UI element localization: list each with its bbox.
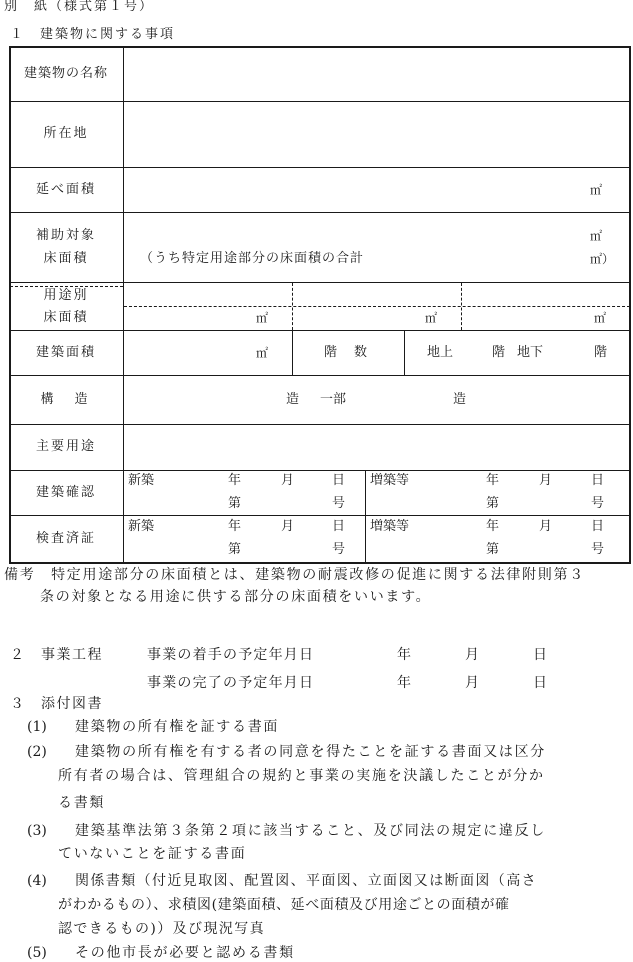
item-1-line1: 建築物の所有権を証する書面 [75, 719, 280, 735]
subsidized-note-unit: ㎡） [590, 252, 615, 266]
item-2-line1: 建築物の所有権を有する者の同意を得たことを証する書面又は区分 [75, 744, 546, 760]
remarks-line2: 条の対象となる用途に供する部分の床面積をいいます。 [40, 589, 432, 605]
bc-extension: 増築等 [370, 473, 410, 488]
unit-use-3: ㎡ [594, 311, 607, 325]
bc-ext-year: 年 [486, 473, 500, 488]
ic-ext-year: 年 [486, 519, 500, 534]
item-3-line2: ていないことを証する書面 [58, 846, 247, 862]
item-2-line3: る書類 [58, 795, 106, 811]
label-location: 所在地 [43, 126, 89, 141]
bc-new-go: 号 [332, 496, 346, 511]
ic-ext-go: 号 [591, 542, 605, 557]
label-use-line1: 用途別 [43, 288, 89, 303]
item-3-line1: 建築基準法第３条第２項に該当すること、及び同法の規定に違反し [75, 823, 546, 839]
ic-new-month: 月 [281, 519, 295, 534]
ic-ext-day: 日 [591, 519, 605, 534]
subsidized-note: （うち特定用途部分の床面積の合計 [140, 251, 365, 266]
item-2-line2: 所有者の場合は、管理組合の規約と事業の実施を決議したことが分か [58, 768, 545, 784]
label-subsidized-line1: 補助対象 [35, 228, 96, 243]
floors-label: 階 数 [324, 345, 370, 360]
section2-heading: ２ 事業工程 [10, 647, 103, 663]
remarks-line1: 備考 特定用途部分の床面積とは、建築物の耐震改修の促進に関する法律附則第３ [4, 567, 585, 583]
end-day: 日 [533, 675, 547, 691]
structure-zo-1: 造 [286, 392, 300, 407]
bc-new-dai: 第 [228, 496, 242, 511]
label-subsidized-line2: 床面積 [43, 251, 89, 266]
item-5-num: (5) [27, 945, 47, 961]
item-2-num: (2) [27, 744, 47, 760]
below-ground-label: 地下 [517, 345, 544, 360]
unit-subsidized: ㎡ [590, 229, 603, 243]
bc-ext-go: 号 [591, 496, 605, 511]
label-main-use: 主要用途 [35, 439, 96, 454]
unit-building-area: ㎡ [256, 346, 269, 360]
end-month: 月 [465, 675, 479, 691]
label-building-area: 建築面積 [35, 345, 96, 360]
item-4-num: (4) [27, 873, 47, 889]
bc-ext-dai: 第 [486, 496, 500, 511]
label-use-line2: 床面積 [43, 310, 89, 325]
label-building-name: 建築物の名称 [23, 66, 108, 81]
item-4-line3: 認できるもの)）及び現況写真 [58, 921, 266, 937]
item-4-line1: 関係書類（付近見取図、配置図、平面図、立面図又は断面図（高さ [75, 873, 537, 889]
ic-new-dai: 第 [228, 542, 242, 557]
section3-heading: ３ 添付図書 [10, 696, 103, 712]
end-date-label: 事業の完了の予定年月日 [147, 675, 315, 691]
label-total-floor-area: 延べ面積 [35, 182, 96, 197]
start-date-label: 事業の着手の予定年月日 [147, 647, 315, 663]
ic-new-day: 日 [332, 519, 346, 534]
label-inspection-certificate: 検査済証 [35, 531, 96, 546]
above-ground-label: 地上 [427, 345, 454, 360]
ic-ext-month: 月 [539, 519, 553, 534]
start-day: 日 [533, 647, 547, 663]
item-5-line1: その他市長が必要と認める書類 [75, 945, 295, 961]
ic-extension: 増築等 [370, 519, 410, 534]
structure-zo-2: 造 [453, 392, 467, 407]
form-title: 別 紙（様式第１号） [4, 0, 155, 14]
below-floor-suffix: 階 [594, 345, 608, 360]
bc-new: 新築 [128, 473, 155, 488]
structure-ichibu: 一部 [320, 392, 347, 407]
bc-new-year: 年 [228, 473, 242, 488]
above-floor-suffix: 階 [492, 345, 506, 360]
item-3-num: (3) [27, 823, 47, 839]
bc-new-day: 日 [332, 473, 346, 488]
label-building-confirmation: 建築確認 [35, 485, 96, 500]
end-year: 年 [397, 675, 411, 691]
ic-new-year: 年 [228, 519, 242, 534]
item-4-line2: がわかるもの）、求積図(建築面積、延べ面積及び用途ごとの面積が確 [58, 897, 510, 913]
ic-new-go: 号 [332, 542, 346, 557]
bc-ext-day: 日 [591, 473, 605, 488]
start-year: 年 [397, 647, 411, 663]
item-1-num: (1) [27, 719, 47, 735]
bc-ext-month: 月 [539, 473, 553, 488]
unit-use-2: ㎡ [425, 311, 438, 325]
section1-heading: １ 建築物に関する事項 [10, 27, 176, 42]
bc-new-month: 月 [281, 473, 295, 488]
ic-ext-dai: 第 [486, 542, 500, 557]
unit-total-floor-area: ㎡ [590, 183, 603, 197]
unit-use-1: ㎡ [256, 311, 269, 325]
start-month: 月 [465, 647, 479, 663]
ic-new: 新築 [128, 519, 155, 534]
label-structure: 構 造 [40, 392, 92, 407]
